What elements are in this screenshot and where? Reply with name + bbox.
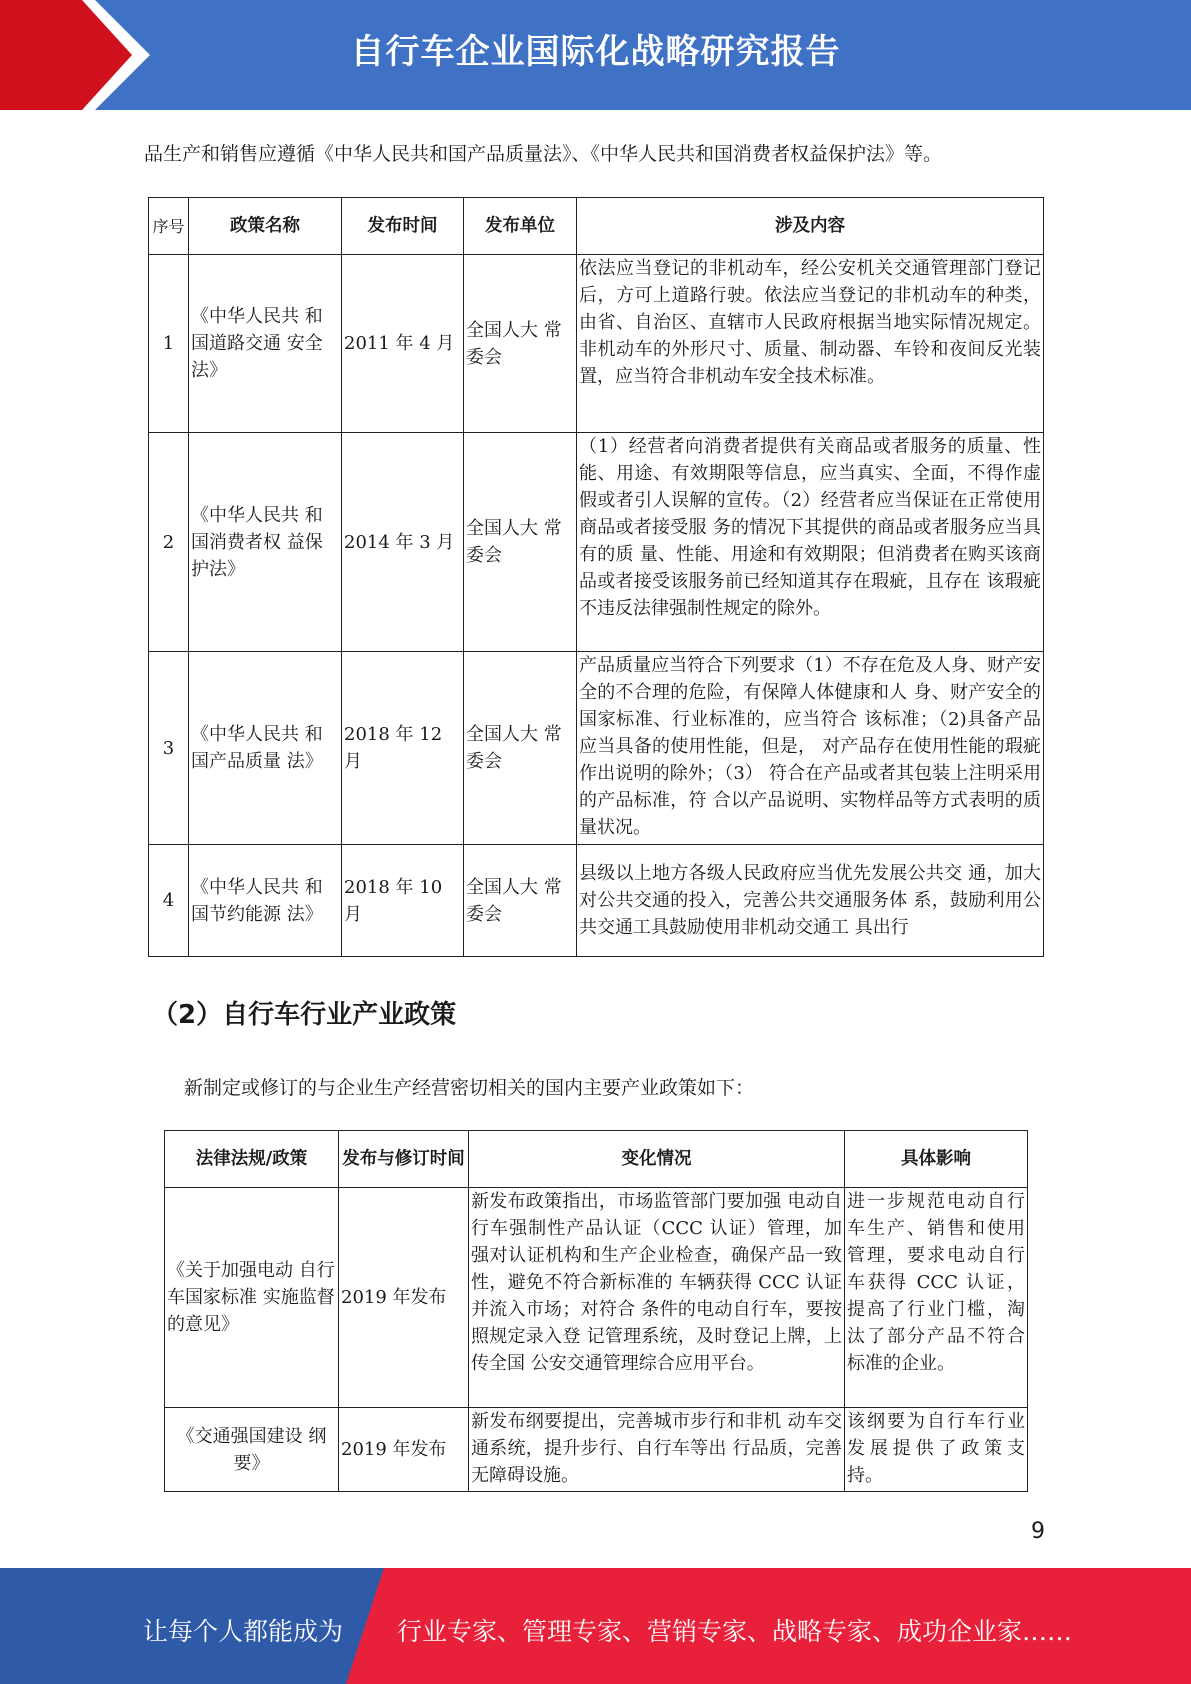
header-cell-index: 序号 [149, 198, 189, 255]
regulation-name: 《关于加强电动 自行车国家标准 实施监督的意见》 [165, 1188, 339, 1408]
content: （1）经营者向消费者提供有关商品或者服务的质量、性能、用途、有效期限等信息，应当真实、全面，不得作虚假或者引人误解的宣传。（2）经营者应当保证在正常使用商品或者接受服 务的情况下其提供的商品或者服务应当具有的质 量、性能、用途和有效期限；但消费者在购买该商 品或者接受该服务前已经知道其存在瑕疵，且存在 该瑕疵不违反法律强制性规定的除外。 [577, 433, 1044, 652]
impact: 进一步规范电动自行车生产、销售和使用管理，要求电动自行车获得 CCC 认证，提高了行业门槛，淘汰了部分产品不符合标准的企业。 [845, 1188, 1028, 1408]
footer-slogan-right: 行业专家、管理专家、营销专家、战略专家、成功企业家…… [397, 1617, 1073, 1646]
changes: 新发布政策指出，市场监管部门要加强 电动自行车强制性产品认证（CCC 认证）管理，加强对认证机构和生产企业检查，确保产品一致性，避免不符合新标准的 车辆获得 CCC 认证并流入市场；对符合 条件的电动自行车，要按照规定录入登 记管理系统，及时登记上牌，上传全国 公安交通管理综合应用平台。 [469, 1188, 845, 1408]
content: 产品质量应当符合下列要求（1）不存在危及人身、财产安全的不合理的危险，有保障人体健康和人 身、财产安全的国家标准、行业标准的，应当符合 该标准；（2)具备产品应当具备的使用性能，但是， 对产品存在使用性能的瑕疵作出说明的除外；（3） 符合在产品或者其包装上注明采用的产品标准，符 合以产品说明、实物样品等方式表明的质量状况。 [577, 652, 1044, 845]
publish-date: 2011 年 4 月 [342, 255, 464, 433]
table-header-row [165, 1131, 1028, 1188]
publisher: 全国人大 常委会 [464, 652, 577, 845]
row-index: 2 [149, 433, 189, 652]
policy-name: 《中华人民共 和国产品质量 法》 [189, 652, 342, 845]
footer-slogan-left: 让每个人都能成为 [143, 1617, 344, 1646]
regulation-name: 《交通强国建设 纲要》 [165, 1408, 339, 1492]
table-row [165, 1408, 1028, 1492]
impact: 该纲要为自行车行业发展提供了政策支持。 [845, 1408, 1028, 1492]
header-cell-content: 涉及内容 [577, 198, 1044, 255]
publish-date: 2018 年 10 月 [342, 845, 464, 957]
content: 依法应当登记的非机动车，经公安机关交通管理部门登记后，方可上道路行驶。依法应当登记的非机动车的种类，由省、自治区、直辖市人民政府根据当地实际情况规定。非机动车的外形尺寸、质量、制动器、车铃和夜间反光装置，应当符合非机动车安全技术标准。 [577, 255, 1044, 433]
table-row [165, 1188, 1028, 1408]
intro-paragraph: 品生产和销售应遵循《中华人民共和国产品质量法》、《中华人民共和国消费者权益保护法》等。 [144, 143, 943, 165]
row-index: 4 [149, 845, 189, 957]
policy-name: 《中华人民共 和国消费者权 益保护法》 [189, 433, 342, 652]
header-cell-impact: 具体影响 [845, 1131, 1028, 1188]
table-row [149, 255, 1044, 433]
publish-date: 2018 年 12 月 [342, 652, 464, 845]
row-index: 1 [149, 255, 189, 433]
header-cell-publisher: 发布单位 [464, 198, 577, 255]
industry-policy-table [164, 1130, 1028, 1492]
publish-date: 2014 年 3 月 [342, 433, 464, 652]
policy-name: 《中华人民共 和国节约能源 法》 [189, 845, 342, 957]
section-heading: （2）自行车行业产业政策 [152, 1000, 457, 1030]
table-row [149, 845, 1044, 957]
header-cell-regulation: 法律法规/政策 [165, 1131, 339, 1188]
header-cell-publish-date: 发布时间 [342, 198, 464, 255]
row-index: 3 [149, 652, 189, 845]
content: 县级以上地方各级人民政府应当优先发展公共交 通，加大对公共交通的投入，完善公共交通服务体 系，鼓励利用公共交通工具鼓励使用非机动交通工 具出行 [577, 845, 1044, 957]
revision-time: 2019 年发布 [339, 1408, 469, 1492]
table-header-row [149, 198, 1044, 255]
publisher: 全国人大 常委会 [464, 255, 577, 433]
publisher: 全国人大 常委会 [464, 433, 577, 652]
policy-name: 《中华人民共 和国道路交通 安全法》 [189, 255, 342, 433]
section-intro: 新制定或修订的与企业生产经营密切相关的国内主要产业政策如下： [184, 1077, 755, 1099]
header-cell-changes: 变化情况 [469, 1131, 845, 1188]
publisher: 全国人大 常委会 [464, 845, 577, 957]
header-cell-policy-name: 政策名称 [189, 198, 342, 255]
revision-time: 2019 年发布 [339, 1188, 469, 1408]
table-row [149, 433, 1044, 652]
policy-table [148, 197, 1044, 957]
table-row [149, 652, 1044, 845]
header-cell-revision-time: 发布与修订时间 [339, 1131, 469, 1188]
changes: 新发布纲要提出，完善城市步行和非机 动车交通系统，提升步行、自行车等出 行品质，完善无障碍设施。 [469, 1408, 845, 1492]
page-number: 9 [1031, 1519, 1045, 1544]
header-title: 自行车企业国际化战略研究报告 [350, 32, 841, 72]
